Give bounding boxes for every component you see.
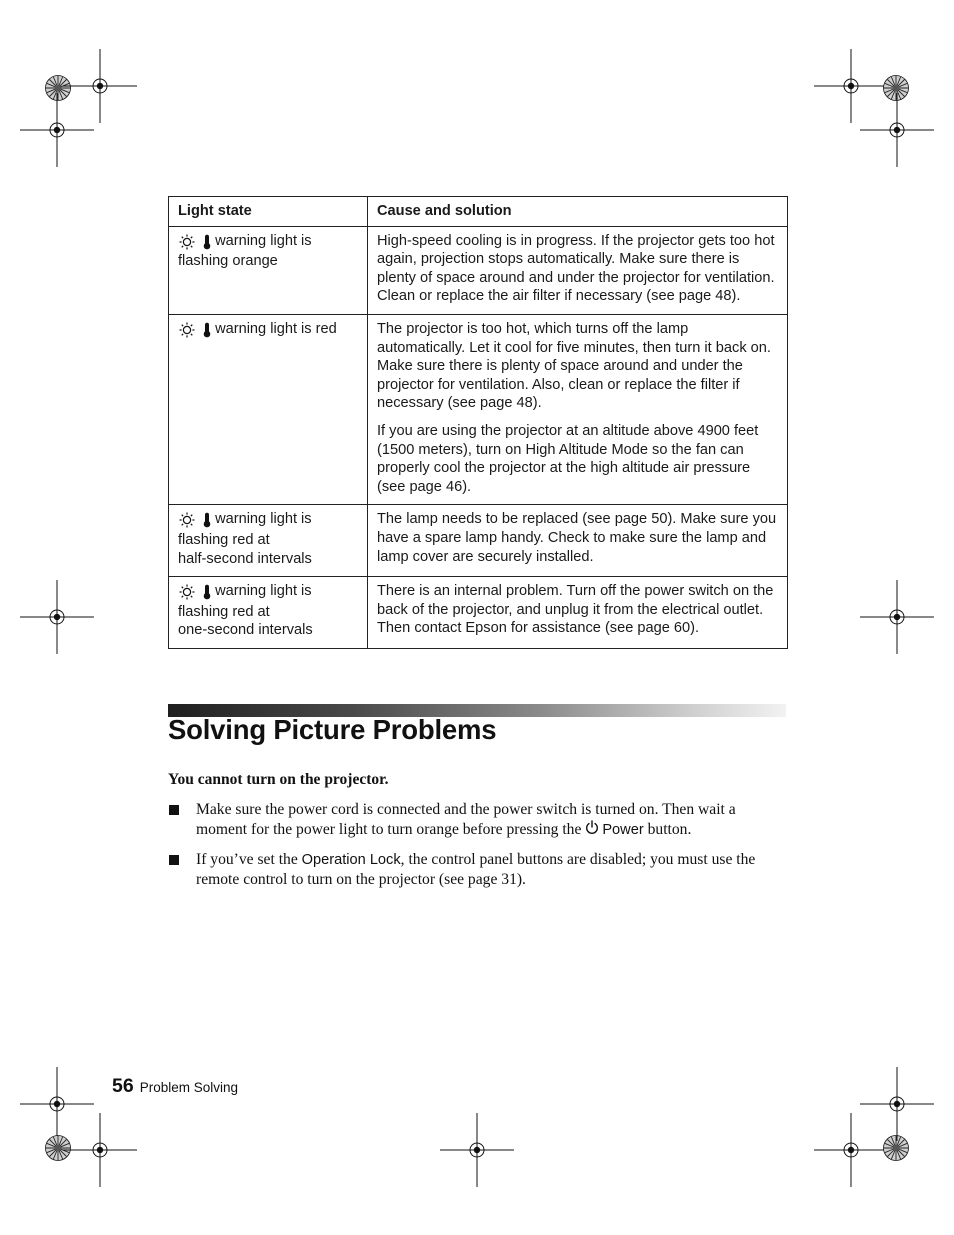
operation-lock-term: Operation Lock (301, 852, 401, 868)
solution-list (168, 800, 780, 900)
list-item-text: , the control panel buttons are disabled; you must use the remote control to turn on the projector (see page 31). (196, 851, 756, 888)
warning-indicator-icons (178, 512, 212, 531)
light-state-cell (169, 505, 368, 577)
warning-indicator-icons (178, 322, 212, 341)
table-row (169, 226, 788, 314)
lamp-icon (178, 322, 198, 338)
page-number: 56 (112, 1075, 134, 1097)
cause-text-altitude (377, 422, 778, 496)
light-state-text-line: warning light is (215, 511, 312, 528)
light-state-cell (169, 226, 368, 314)
list-item-text: button. (647, 821, 692, 838)
light-state-cell (169, 314, 368, 504)
high-altitude-mode-term: High Altitude Mode (525, 441, 648, 458)
column-header-light-state: Light state (169, 197, 368, 227)
light-state-text-line: flashing red at (178, 603, 270, 620)
light-state-cell (169, 577, 368, 649)
cause-text-part: If you are using the projector at an altitude above 4900 feet (1500 meters), turn on (377, 422, 759, 458)
page-footer (112, 1075, 238, 1098)
cause-cell (368, 577, 788, 649)
light-state-text-line: one-second intervals (178, 622, 313, 639)
column-header-cause: Cause and solution (368, 197, 788, 227)
light-status-table (168, 196, 788, 649)
section-title: Solving Picture Problems (168, 714, 497, 745)
problem-heading: You cannot turn on the projector. (168, 771, 389, 788)
table-header-row (169, 197, 788, 227)
bullet-square-icon (169, 805, 179, 815)
bullet-square-icon (169, 855, 179, 865)
footer-section-name: Problem Solving (139, 1080, 238, 1095)
cause-text: High-speed cooling is in progress. If the projector gets too hot again, projection stops automatically. Make sure there is plenty of space around and under the projector for ventilation. Clean or replace the air filter if necessary (see page 48). (377, 232, 775, 305)
light-state-text: warning light is flashing orange (178, 232, 312, 270)
list-item (168, 800, 780, 840)
lamp-icon (178, 234, 198, 250)
power-term: Power (602, 822, 644, 838)
lamp-icon (178, 584, 198, 600)
power-button-reference (585, 822, 643, 838)
cause-text: The projector is too hot, which turns off the lamp automatically. Let it cool for five minutes, then turn it back on. Make sure there is plenty of space around and under the projector for ventilation. Also, clean or replace the filter if necessary (see page 48). (377, 320, 771, 412)
cause-cell (368, 226, 788, 314)
temperature-icon (202, 512, 212, 528)
list-item-text: Make sure the power cord is connected and the power switch is turned on. Then wait a moment for the power light to turn orange before pressing the (196, 801, 736, 838)
temperature-icon (202, 584, 212, 600)
light-state-text-line: warning light is (215, 583, 312, 600)
warning-indicator-icons (178, 584, 212, 603)
list-item-text: If you’ve set the (196, 851, 298, 868)
light-state-text-line: half-second intervals (178, 550, 312, 567)
power-icon (585, 820, 599, 835)
cause-text: There is an internal problem. Turn off the power switch on the back of the projector, and unplug it from the electrical outlet. Then contact Epson for assistance (see page 60). (377, 583, 774, 637)
table-row (169, 577, 788, 649)
cause-cell (368, 314, 788, 504)
list-item (168, 850, 780, 890)
table-row (169, 505, 788, 577)
cause-cell (368, 505, 788, 577)
lamp-icon (178, 512, 198, 528)
warning-indicator-icons (178, 234, 212, 253)
cause-text-part: so the fan can properly cool the projector at the high altitude air pressure (see page 46). (377, 441, 751, 495)
light-state-text-line: flashing red at (178, 531, 270, 548)
cause-text: The lamp needs to be replaced (see page 50). Make sure you have a spare lamp handy. Check to make sure the lamp and lamp cover are securely installed. (377, 511, 777, 565)
temperature-icon (202, 234, 212, 250)
light-state-text: warning light is red (215, 320, 337, 337)
table-row (169, 314, 788, 504)
temperature-icon (202, 322, 212, 338)
